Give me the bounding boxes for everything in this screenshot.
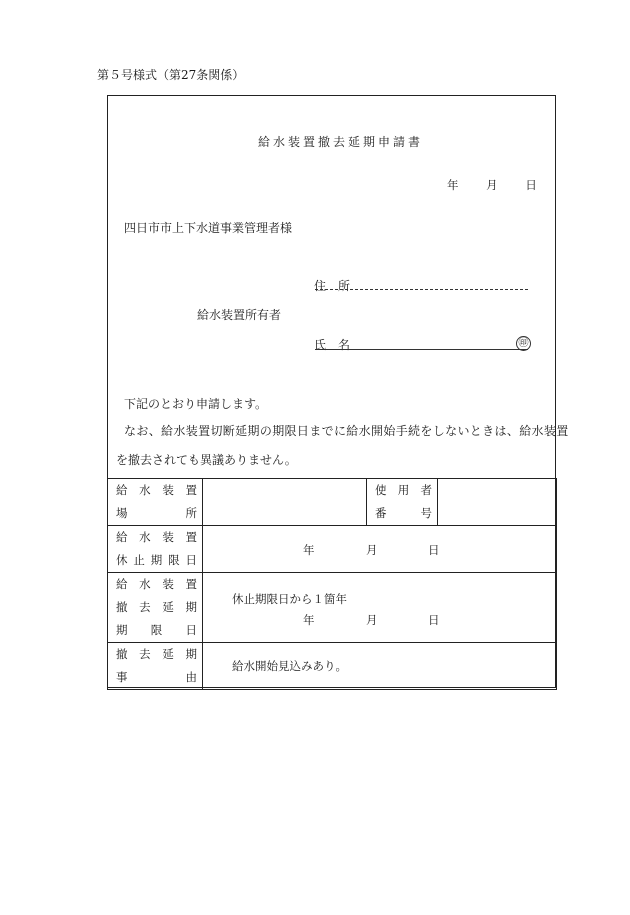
extension-year: 年 bbox=[303, 613, 315, 627]
body-line-1: 下記のとおり申請します。 bbox=[124, 397, 268, 411]
body-line-3: を撤去されても異議ありません。 bbox=[116, 453, 297, 467]
table-row bbox=[108, 479, 557, 526]
location-label: 給 水 装 置 場 所 bbox=[108, 479, 203, 526]
table-row bbox=[108, 526, 557, 573]
suspension-day: 日 bbox=[428, 543, 440, 557]
seal-icon: ㊞ bbox=[516, 336, 531, 351]
extension-reason: 給水開始見込みあり。 bbox=[232, 659, 347, 673]
removal-extension-reason-label: 撤 去 延 期 事 由 bbox=[108, 643, 203, 690]
date-year: 年 bbox=[447, 178, 459, 192]
document-title: 給水装置撤去延期申請書 bbox=[258, 135, 424, 149]
form-number-label: 第５号様式（第27条関係） bbox=[97, 68, 245, 82]
date-day: 日 bbox=[525, 178, 537, 192]
application-date bbox=[447, 177, 537, 193]
address-label: 住 所 bbox=[314, 279, 351, 293]
name-field-line[interactable] bbox=[315, 349, 528, 350]
location-value-cell[interactable] bbox=[203, 479, 367, 526]
extension-month: 月 bbox=[366, 613, 378, 627]
suspension-deadline-value[interactable] bbox=[203, 526, 557, 573]
user-number-label: 使 用 者 番 号 bbox=[367, 479, 438, 526]
removal-extension-deadline-value[interactable] bbox=[203, 573, 557, 643]
user-number-value-cell[interactable] bbox=[438, 479, 557, 526]
addressee: 四日市市上下水道事業管理者様 bbox=[124, 221, 293, 235]
body-line-2: なお、給水装置切断延期の期限日までに給水開始手続をしないときは、給水装置 bbox=[124, 424, 569, 438]
table-row bbox=[108, 573, 557, 643]
date-month: 月 bbox=[486, 178, 498, 192]
owner-label: 給水装置所有者 bbox=[197, 308, 282, 322]
removal-extension-reason-value[interactable] bbox=[203, 643, 557, 690]
extension-day: 日 bbox=[428, 613, 440, 627]
name-label: 氏 名 bbox=[314, 338, 351, 352]
address-field-line[interactable] bbox=[315, 289, 528, 290]
extension-note: 休止期限日から１箇年 bbox=[232, 592, 347, 606]
removal-extension-deadline-label: 給 水 装 置 撤 去 延 期 期 限 日 bbox=[108, 573, 203, 643]
table-row bbox=[108, 643, 557, 690]
suspension-year: 年 bbox=[303, 543, 315, 557]
details-table bbox=[107, 478, 557, 690]
suspension-month: 月 bbox=[366, 543, 378, 557]
suspension-deadline-label: 給 水 装 置 休 止 期 限 日 bbox=[108, 526, 203, 573]
